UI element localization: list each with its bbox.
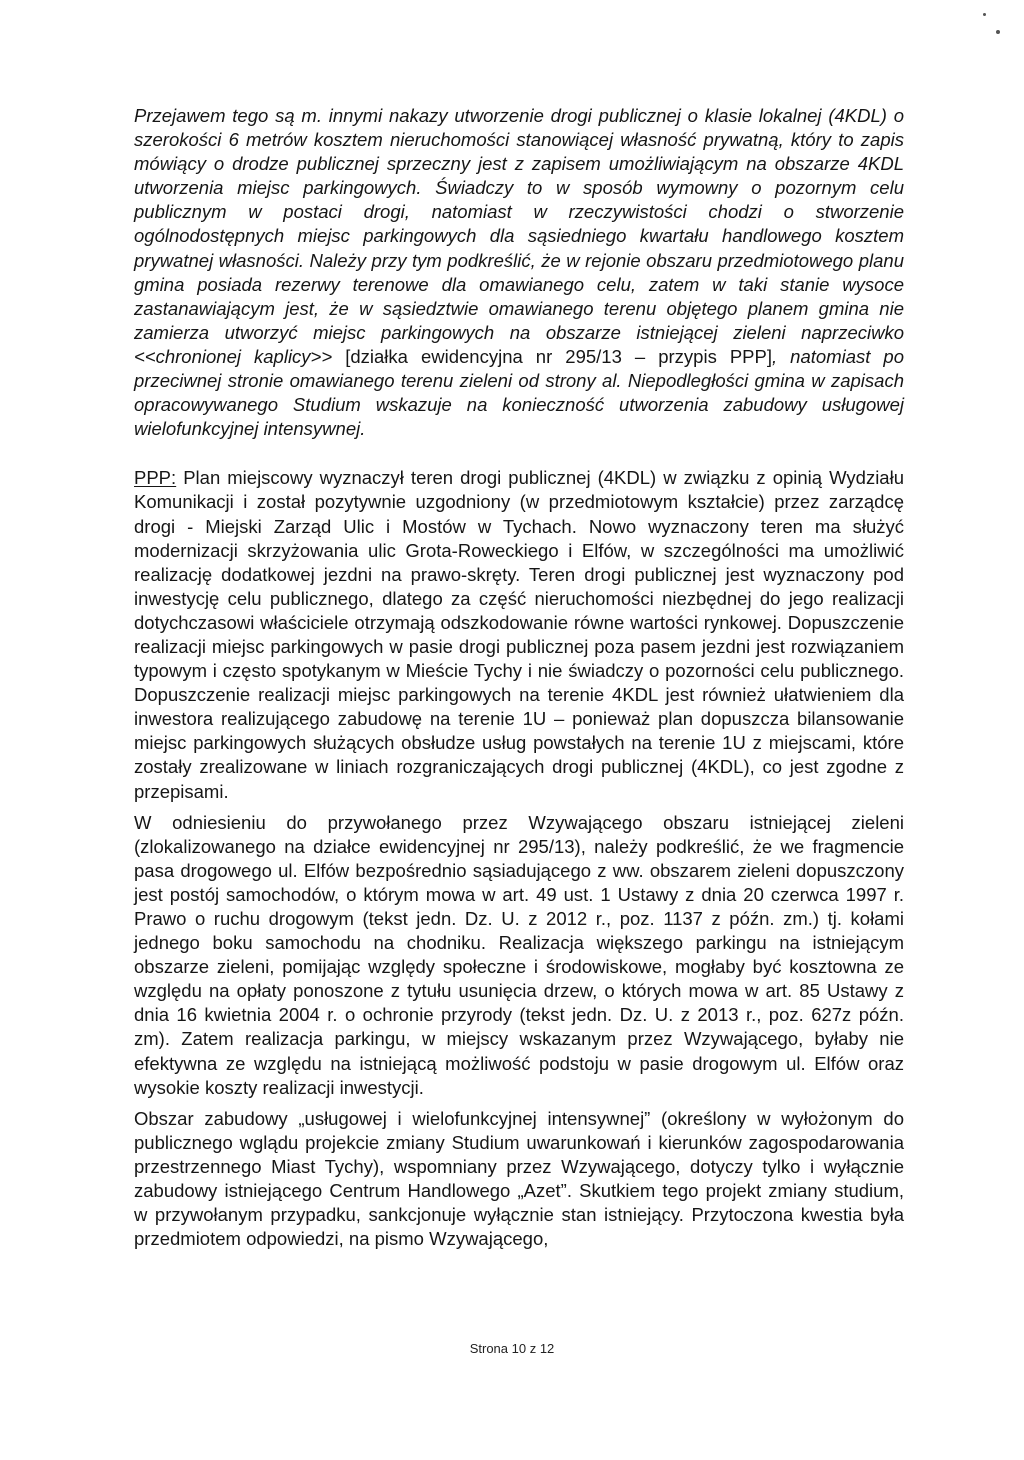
quote-insert: [działka ewidencyjna nr 295/13 – przypis PPP] — [332, 345, 773, 367]
page-number: Strona 10 z 12 — [469, 1341, 555, 1356]
ppp-paragraph — [134, 466, 904, 803]
ppp-text: Plan miejscowy wyznaczył teren drogi publicznej (4KDL) w związku z opinią Wydziału Komunikacji i został pozytywnie uzgodniony (w przedmiotowym kształcie) przez zarządcę drogi - Miejski Zarząd Ulic i Mostów w Tychach. Nowo wyznaczony teren ma służyć modernizacji skrzyżowania ulic Grota-Roweckiego i Elfów, w szczególności ma umożliwić realizację dodatkowej jezdni na prawo-skręty. Teren drogi publicznej jest wyznaczony pod inwestycję celu publicznego, dlatego za część nieruchomości niezbędnej do jego realizacji dotychczasowi właściciele otrzymają odszkodowanie równe wartości rynkowej. Dopuszczenie realizacji miejsc parkingowych w pasie drogi publicznej poza pasem jezdni jest rozwiązaniem typowym i często spotykanym w Mieście Tychy i nie świadczy o pozorności celu publicznego. Dopuszczenie realizacji miejsc parkingowych na terenie 4KDL jest również ułatwieniem dla inwestora realizującego zabudowę na terenie 1U – ponieważ plan dopuszcza bilansowanie miejsc parkingowych służących obsłudze usług powstałych na terenie 1U z miejscami, które zostały zrealizowane w liniach rozgraniczających drogi publicznej (4KDL), co jest zgodne z przepisami. — [134, 467, 904, 802]
quote-text: Przejawem tego są m. innymi nakazy utworzenie drogi publicznej o klasie lokalnej (4KDL) o szerokości 6 metrów kosztem nieruchomości stanowiącej własność prywatną, który to zapis mówiący o drodze publicznej sprzeczny jest z zapisem umożliwiającym na obszarze 4KDL utworzenia miejsc parkingowych. Świadczy to w sposób wymowny o pozornym celu publicznym w postaci drogi, natomiast w rzeczywistości chodzi o stworzenie ogólnodostępnych miejsc parkingowych dla sąsiedniego kwartału handlowego kosztem prywatnej własności. Należy przy tym podkreślić, że w rejonie obszaru przedmiotowego planu gmina posiada rezerwy terenowe dla omawianego celu, zatem w taki stanie wysoce zastanawiającym jest, że w sąsiedztwie omawianego terenu objętego planem gmina nie zamierza utworzyć miejsc parkingowych na obszarze istniejącej zieleni naprzeciwko <<chronionej kaplicy>> — [134, 105, 904, 367]
scan-speck — [996, 30, 1000, 34]
scan-speck — [983, 13, 986, 16]
body-text — [134, 104, 904, 1251]
quoted-paragraph — [134, 104, 904, 441]
service-zone-paragraph: Obszar zabudowy „usługowej i wielofunkcyjnej intensywnej” (określony w wyłożonym do publicznego wglądu projekcie zmiany Studium uwarunkowań i kierunków zagospodarowania przestrzennego Miast Tychy), wspomniany przez Wzywającego, dotyczy tylko i wyłącznie zabudowy istniejącego Centrum Handlowego „Azet”. Skutkiem tego projekt zmiany studium, w przywołanym przypadku, sankcjonuje wyłącznie stan istniejący. Przytoczona kwestia była przedmiotem odpowiedzi, na pismo Wzywającego, — [134, 1107, 904, 1250]
ppp-label: PPP: — [134, 467, 177, 489]
quote-tail: , natomiast po przeciwnej stronie omawianego terenu zieleni od strony al. Niepodległości gmina w zapisach opracowywanego Studium wskazuje na konieczność utworzenia zabudowy usługowej wielofunkcyjnej intensywnej. — [134, 345, 904, 440]
green-area-paragraph: W odniesieniu do przywołanego przez Wzywającego obszaru istniejącej zieleni (zlokalizowanego na działce ewidencyjnej nr 295/13), należy podkreślić, że we fragmencie pasa drogowego ul. Elfów bezpośrednio sąsiadującego z ww. obszarem zieleni dopuszczony jest postój samochodów, o którym mowa w art. 49 ust. 1 Ustawy z dnia 20 czerwca 1997 r. Prawo o ruchu drogowym (tekst jedn. Dz. U. z 2012 r., poz. 1137 z późn. zm.) tj. kołami jednego boku samochodu na chodniku. Realizacja większego parkingu na istniejącym obszarze zieleni, pomijając względy społeczne i środowiskowe, mogłaby być kosztowna ze względu na opłaty ponoszone z tytułu usunięcia drzew, o których mowa w art. 85 Ustawy z dnia 16 kwietnia 2004 r. o ochronie przyrody (tekst jedn. Dz. U. z 2013 r., poz. 627z późn. zm). Zatem realizacja parkingu, w miejscy wskazanym przez Wzywającego, byłaby nie efektywna ze względu na istniejącą możliwość podstoju w pasie drogowym ul. Elfów oraz wysokie koszty realizacji inwestycji. — [134, 811, 904, 1098]
